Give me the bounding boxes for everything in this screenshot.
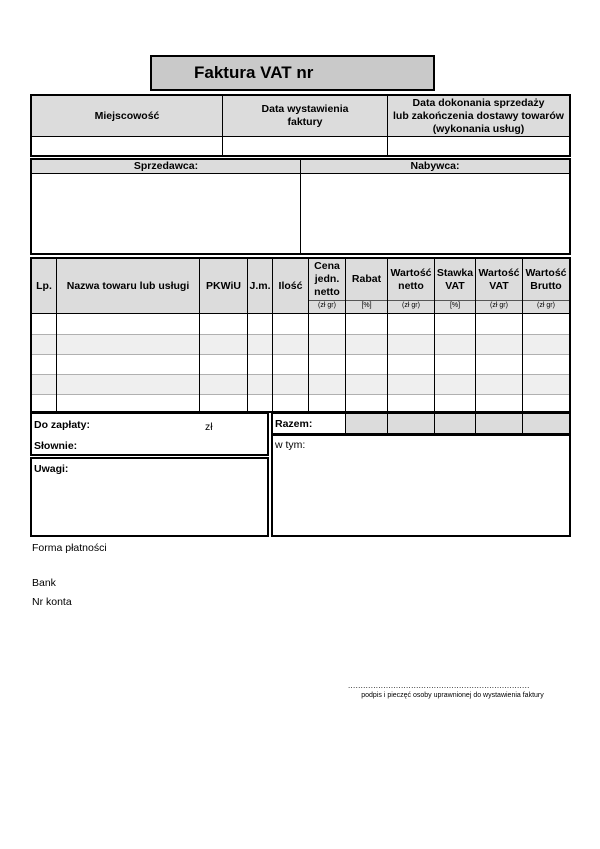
- column-header: Stawka VAT: [436, 266, 474, 292]
- including-label: w tym:: [275, 439, 306, 451]
- sale-date-field[interactable]: [388, 137, 569, 155]
- table-row[interactable]: [32, 354, 569, 374]
- column-header: Ilość: [278, 279, 303, 292]
- payment-form-label: Forma płatności: [32, 542, 107, 554]
- column-unit: (zł gr): [537, 302, 555, 309]
- header-table: [30, 94, 571, 157]
- parties-table: [30, 158, 571, 255]
- account-label: Nr konta: [32, 596, 72, 608]
- table-row[interactable]: [32, 374, 569, 394]
- sale-date-header: Data dokonania sprzedaży lub zakończenia dostawy towarów (wykonania usług): [393, 96, 564, 135]
- column-header: PKWiU: [206, 279, 241, 292]
- table-row[interactable]: [32, 314, 569, 334]
- column-header: Wartość VAT: [478, 266, 520, 292]
- to-pay-box: [30, 412, 269, 456]
- column-header: Rabat: [351, 273, 382, 285]
- place-header: Miejscowość: [94, 109, 160, 122]
- column-header: J.m.: [249, 279, 271, 292]
- table-row[interactable]: [32, 394, 569, 414]
- currency-label: zł: [205, 421, 213, 433]
- issue-date-header: Data wystawienia faktury: [261, 103, 349, 128]
- column-unit: [%]: [449, 302, 461, 309]
- column-unit: [%]: [361, 302, 372, 309]
- column-unit: (zł gr): [402, 302, 420, 309]
- seller-label: Sprzedawca:: [133, 160, 199, 172]
- column-header: Wartość netto: [390, 266, 432, 292]
- invoice-title: Faktura VAT nr: [150, 55, 435, 91]
- including-box: [271, 434, 571, 537]
- buyer-label: Nabywca:: [410, 160, 460, 172]
- items-table: [30, 257, 571, 413]
- column-header: Lp.: [36, 279, 52, 292]
- in-words-label: Słownie:: [34, 440, 78, 452]
- remarks-label: Uwagi:: [34, 463, 69, 475]
- table-row[interactable]: [32, 334, 569, 354]
- buyer-field[interactable]: [301, 174, 569, 253]
- sum-label: Razem:: [275, 418, 313, 430]
- column-unit: (zł gr): [318, 302, 336, 309]
- remarks-box: [30, 457, 269, 537]
- column-header: Nazwa towaru lub usługi: [66, 279, 190, 292]
- bank-label: Bank: [32, 577, 56, 589]
- seller-field[interactable]: [32, 174, 300, 253]
- issue-date-field[interactable]: [223, 137, 387, 155]
- place-field[interactable]: [32, 137, 222, 155]
- signature-caption: podpis i pieczęć osoby uprawnionej do wystawienia faktury: [361, 692, 544, 699]
- to-pay-label: Do zapłaty:: [34, 419, 91, 431]
- signature-dots: ........................................................................: [348, 681, 530, 690]
- column-header: Cena jedn. netto: [314, 260, 340, 298]
- column-unit: (zł gr): [490, 302, 508, 309]
- sum-row: [271, 412, 571, 435]
- column-header: Wartość Brutto: [525, 266, 567, 292]
